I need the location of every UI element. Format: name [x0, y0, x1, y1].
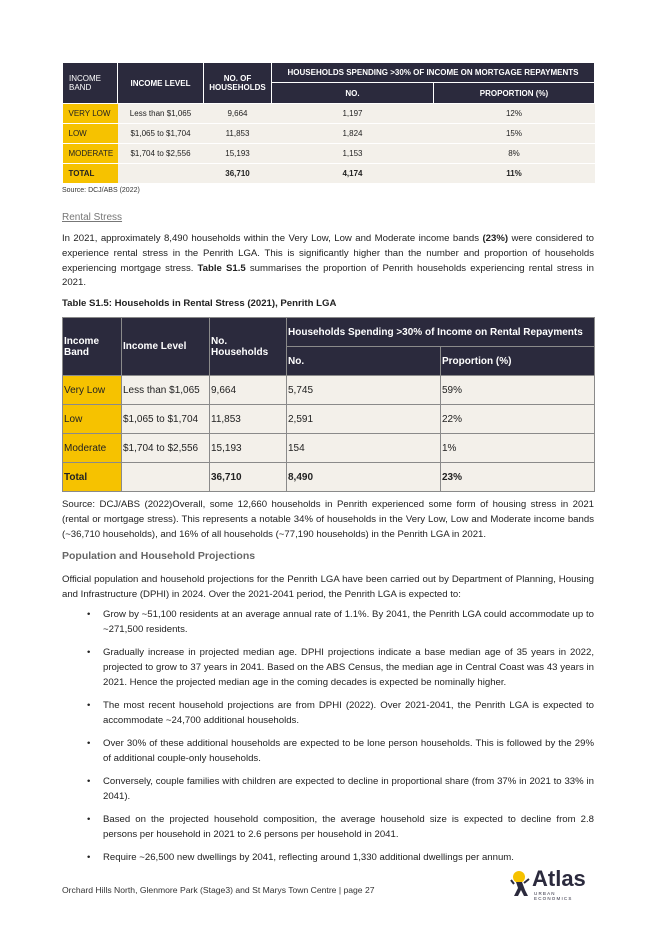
cell-band: Total [63, 463, 122, 492]
cell-no: 5,745 [287, 376, 441, 405]
bullet-icon: • [87, 776, 91, 788]
mortgage-stress-table [62, 62, 595, 184]
housing-stress-paragraph: Source: DCJ/ABS (2022)Overall, some 12,660 households in Penrith experienced some form of housing stress in 2021 (rental or mortgage stress). This represents a notable 34% of households in the Very Low, Low and Moderate income bands (~36,710 households), and 16% of all households (~77,190 households) in the Penrith LGA in 2021. [62, 499, 594, 540]
projections-intro-paragraph: Official population and household projections for the Penrith LGA have been carried out by Department of Planning, Housing and Infrastructure (DPHI) in 2024. Over the 2021-2041 period, the Penrith LGA is expected to: [62, 574, 594, 600]
list-item: • Require ~26,500 new dwellings by 2041, reflecting around 1,330 additional dwellings per annum. [62, 851, 594, 866]
header-households: No. Households [210, 318, 287, 376]
list-item: • Based on the projected household composition, the average household size is expected to decline from 2.8 persons per household in 2021 to 2.6 persons per household in 2041. [87, 814, 594, 841]
logo-subtitle: URBAN ECONOMICS [534, 891, 573, 901]
list-item: • Conversely, couple families with children are expected to decline in proportional share (from 37% in 2021 to 33% in 2041). [87, 776, 594, 802]
cell-level: Less than $1,065 [122, 376, 210, 405]
cell-band: VERY LOW [63, 104, 118, 124]
cell-households: 9,664 [204, 104, 272, 124]
header-spending-group: Households Spending >30% of Income on Rental Repayments [287, 318, 595, 347]
header-households: NO. OF HOUSEHOLDS [204, 63, 272, 104]
list-item: • Over 30% of these additional households are expected to be lone person households. This is followed by the 29% of additional couple-only households. [87, 738, 594, 764]
list-item: • Grow by ~51,100 residents at an average annual rate of 1.1%. By 2041, the Penrith LGA could accommodate up to ~271,500 residents. [87, 609, 594, 635]
table-row [63, 124, 595, 144]
cell-band: Low [63, 405, 122, 434]
bullet-icon: • [87, 647, 91, 659]
cell-no: 1,153 [272, 144, 434, 164]
header-no: NO. [272, 83, 434, 104]
cell-no: 154 [287, 434, 441, 463]
cell-level [118, 164, 204, 184]
cell-band: MODERATE [63, 144, 118, 164]
cell-no: 8,490 [287, 463, 441, 492]
cell-proportion: 11% [434, 164, 595, 184]
cell-proportion: 59% [441, 376, 595, 405]
cell-proportion: 8% [434, 144, 595, 164]
cell-proportion: 12% [434, 104, 595, 124]
cell-households: 36,710 [210, 463, 287, 492]
cell-no: 1,197 [272, 104, 434, 124]
header-proportion: PROPORTION (%) [434, 83, 595, 104]
list-item: • Gradually increase in projected median age. DPHI projections indicate a base median age of 35 years in 2022, projected to grow to 37 years in 2041. Based on the ABS Census, the median age in Central Coast was 43 years in 2021. Hence the projected median age in the coming decades is expected be nominally higher. [87, 647, 594, 688]
atlas-logo [510, 866, 596, 900]
cell-no: 2,591 [287, 405, 441, 434]
projections-list [62, 608, 594, 875]
cell-no: 4,174 [272, 164, 434, 184]
header-spending-group: HOUSEHOLDS SPENDING >30% OF INCOME ON MORTGAGE REPAYMENTS [272, 63, 595, 83]
cell-band: Moderate [63, 434, 122, 463]
rental-stress-table [62, 317, 595, 492]
cell-proportion: 22% [441, 405, 595, 434]
cell-households: 11,853 [204, 124, 272, 144]
table-row-total [63, 164, 595, 184]
bullet-icon: • [87, 609, 91, 620]
table-row [63, 405, 595, 434]
cell-no: 1,824 [272, 124, 434, 144]
cell-band: LOW [63, 124, 118, 144]
cell-proportion: 1% [441, 434, 595, 463]
cell-proportion: 23% [441, 463, 595, 492]
population-heading: Population and Household Projections [62, 550, 256, 562]
cell-households: 36,710 [204, 164, 272, 184]
table-row [63, 144, 595, 164]
list-item: • The most recent household projections are from DPHI (2022). Over 2021-2041, the Penrith LGA is expected to accommodate ~24,700 additional households. [87, 699, 594, 726]
header-income-level: INCOME LEVEL [118, 63, 204, 104]
bullet-icon: • [87, 738, 91, 750]
table-row [63, 376, 595, 405]
header-income-band: Income Band [63, 318, 122, 376]
page-footer: Orchard Hills North, Glenmore Park (Stage3) and St Marys Town Centre | page 27 [62, 885, 375, 895]
cell-households: 15,193 [210, 434, 287, 463]
cell-level: $1,704 to $2,556 [122, 434, 210, 463]
bullet-icon: • [87, 814, 91, 826]
header-proportion: Proportion (%) [441, 347, 595, 376]
table2-caption: Table S1.5: Households in Rental Stress (2021), Penrith LGA [62, 298, 337, 309]
cell-households: 11,853 [210, 405, 287, 434]
cell-level: $1,065 to $1,704 [122, 405, 210, 434]
rental-stress-paragraph: In 2021, approximately 8,490 households within the Very Low, Low and Moderate income bands (23%) were considered to experience rental stress in the Penrith LGA. This is significantly higher than the number and proportion of households experiencing mortgage stress. Table S1.5 summarises the proportion of Penrith households experiencing rental stress in 2021. [62, 233, 594, 289]
cell-proportion: 15% [434, 124, 595, 144]
cell-band: TOTAL [63, 164, 118, 184]
cell-band: Very Low [63, 376, 122, 405]
bullet-icon: • [87, 699, 91, 711]
table1-source: Source: DCJ/ABS (2022) [62, 187, 140, 194]
cell-households: 15,193 [204, 144, 272, 164]
header-no: No. [287, 347, 441, 376]
atlas-figure-icon [510, 868, 534, 898]
header-income-level: Income Level [122, 318, 210, 376]
logo-wordmark: Atlas [532, 866, 586, 891]
cell-level: Less than $1,065 [118, 104, 204, 124]
rental-stress-heading: Rental Stress [62, 212, 123, 223]
table-row [63, 434, 595, 463]
cell-level: $1,065 to $1,704 [118, 124, 204, 144]
bullet-icon: • [87, 852, 91, 864]
cell-households: 9,664 [210, 376, 287, 405]
header-income-band: INCOME BAND [63, 63, 118, 104]
cell-level: $1,704 to $2,556 [118, 144, 204, 164]
table-row-total [63, 463, 595, 492]
table-row [63, 104, 595, 124]
cell-level [122, 463, 210, 492]
